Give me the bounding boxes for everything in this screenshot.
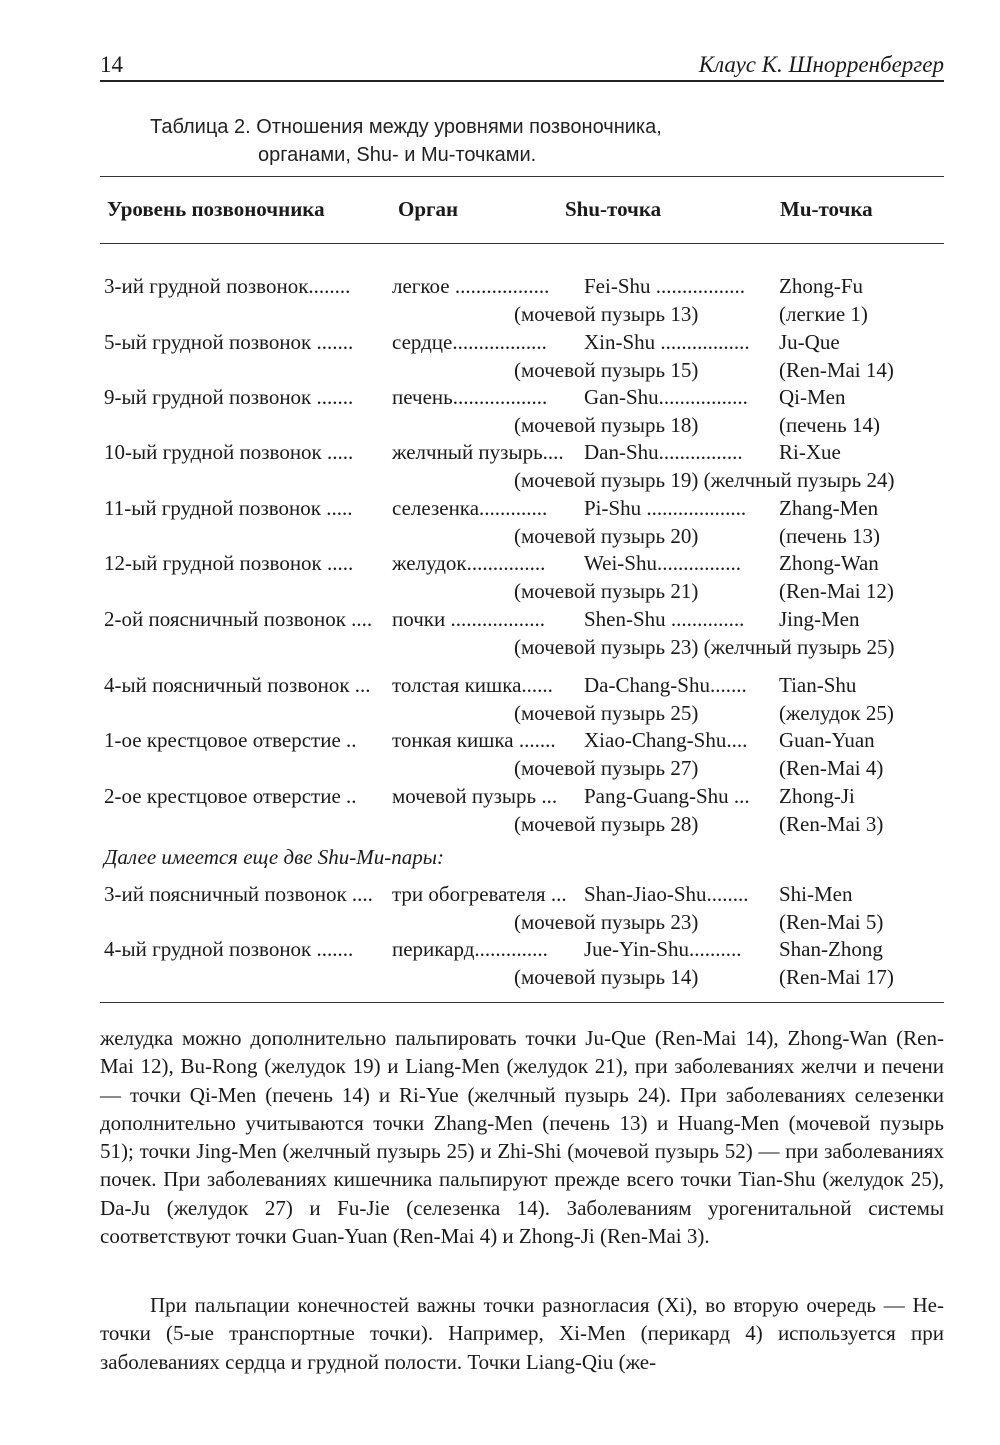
table-row — [104, 605, 944, 661]
cell-level: 12-ый грудной позвонок ..... — [104, 551, 354, 575]
header-mu: Mu-точка — [780, 197, 873, 221]
cell-shu-ref: (мочевой пузырь 14) — [514, 965, 699, 989]
cell-shu: Pi-Shu ................... — [584, 496, 747, 520]
cell-shu: Fei-Shu ................. — [584, 274, 746, 298]
cell-shu: Jue-Yin-Shu.......... — [584, 937, 742, 961]
table-header-rule — [100, 243, 944, 244]
cell-organ: желчный пузырь.... — [392, 440, 564, 464]
table-row — [104, 549, 944, 605]
cell-mu-ref: (легкие 1) — [779, 302, 868, 326]
table-row — [104, 383, 944, 439]
cell-shu: Xin-Shu ................. — [584, 330, 750, 354]
table-row — [104, 328, 944, 384]
cell-organ: печень.................. — [392, 385, 548, 409]
cell-shu-ref: (мочевой пузырь 13) — [514, 302, 699, 326]
body-paragraph-2: При пальпации конечностей важны точки разногласия (Xi), во вторую очередь — He-точки (5-ые транспортные точки). Например, Xi-Men (перикард 4) используется при заболеваниях сердца и грудной полости. Точки Liang-Qiu (же- — [100, 1293, 944, 1374]
table-top-rule — [100, 176, 944, 177]
cell-mu-ref: (желудок 25) — [779, 701, 894, 725]
cell-shu-ref: (мочевой пузырь 23) — [514, 910, 699, 934]
cell-level: 2-ое крестцовое отверстие .. — [104, 784, 357, 808]
cell-shu: Xiao-Chang-Shu.... — [584, 728, 748, 752]
table-row — [104, 880, 944, 936]
cell-shu-ref: (мочевой пузырь 19) (желчный пузырь 24) — [514, 468, 895, 492]
cell-level: 11-ый грудной позвонок ..... — [104, 496, 353, 520]
cell-organ: тонкая кишка ....... — [392, 728, 556, 752]
cell-mu: Zhong-Fu — [779, 274, 863, 298]
table-row — [104, 935, 944, 991]
cell-mu: Ju-Que — [779, 330, 840, 354]
table-bottom-rule — [100, 1002, 944, 1003]
cell-level: 9-ый грудной позвонок ....... — [104, 385, 354, 409]
table-row — [104, 782, 944, 838]
cell-mu: Qi-Men — [779, 385, 846, 409]
cell-mu: Jing-Men — [779, 607, 860, 631]
cell-shu-ref: (мочевой пузырь 20) — [514, 524, 699, 548]
cell-organ: селезенка............. — [392, 496, 548, 520]
cell-mu-ref: (Ren-Mai 12) — [779, 579, 894, 603]
cell-organ: толстая кишка...... — [392, 673, 553, 697]
page-number: 14 — [100, 52, 123, 77]
cell-shu-ref: (мочевой пузырь 27) — [514, 756, 699, 780]
cell-mu: Guan-Yuan — [779, 728, 875, 752]
header-organ: Орган — [398, 197, 459, 221]
table-caption — [150, 113, 662, 169]
header-shu: Shu-точка — [565, 197, 662, 221]
header-level: Уровень позвоночника — [107, 197, 325, 221]
caption-line-1: Таблица 2. Отношения между уровнями позвоночника, — [150, 116, 662, 138]
body-paragraph-1: желудка можно дополнительно пальпировать точки Ju-Que (Ren-Mai 14), Zhong-Wan (Ren-Mai 12), Bu-Rong (желудок 19) и Liang-Men (желудок 21), при заболеваниях желчи и печени — точки Qi-Men (печень 14) и Ri-Yue (желчный пузырь 24). При заболеваниях селезенки дополнительно учитываются точки Zhang-Men (печень 13) и Huang-Men (мочевой пузырь 51); точки Jing-Men (желчный пузырь 25) и Zhi-Shi (мочевой пузырь 52) — при заболеваниях почек. При заболеваниях кишечника пальпируют прежде всего точки Tian-Shu (желудок 25), Da-Ju (желудок 27) и Fu-Jie (селезенка 14). Заболеваниям урогенитальной системы соответствуют точки Guan-Yuan (Ren-Mai 4) и Zhong-Ji (Ren-Mai 3). — [100, 1026, 944, 1249]
cell-level: 5-ый грудной позвонок ....... — [104, 330, 354, 354]
cell-organ: три обогревателя ... — [392, 882, 567, 906]
cell-shu: Shen-Shu .............. — [584, 607, 745, 631]
cell-shu: Shan-Jiao-Shu........ — [584, 882, 749, 906]
cell-organ: почки .................. — [392, 607, 545, 631]
cell-mu-ref: (Ren-Mai 5) — [779, 910, 884, 934]
cell-level: 2-ой поясничный позвонок .... — [104, 607, 373, 631]
cell-organ: желудок............... — [392, 551, 546, 575]
cell-shu-ref: (мочевой пузырь 21) — [514, 579, 699, 603]
cell-level: 10-ый грудной позвонок ..... — [104, 440, 354, 464]
table-row — [104, 438, 944, 494]
table-row — [104, 494, 944, 550]
cell-shu: Gan-Shu................. — [584, 385, 748, 409]
cell-mu: Shan-Zhong — [779, 937, 883, 961]
cell-organ: мочевой пузырь ... — [392, 784, 558, 808]
cell-shu: Da-Chang-Shu....... — [584, 673, 747, 697]
cell-level: 3-ий поясничный позвонок .... — [104, 882, 373, 906]
cell-shu-ref: (мочевой пузырь 23) (желчный пузырь 25) — [514, 635, 895, 659]
cell-mu-ref: (Ren-Mai 17) — [779, 965, 894, 989]
cell-mu: Ri-Xue — [779, 440, 841, 464]
cell-mu-ref: (Ren-Mai 4) — [779, 756, 884, 780]
cell-mu: Tian-Shu — [779, 673, 857, 697]
cell-level: 1-ое крестцовое отверстие .. — [104, 728, 357, 752]
cell-mu-ref: (Ren-Mai 14) — [779, 358, 894, 382]
cell-mu: Zhong-Wan — [779, 551, 879, 575]
cell-mu: Shi-Men — [779, 882, 853, 906]
table-row — [104, 272, 944, 328]
header-rule — [100, 80, 944, 82]
cell-shu-ref: (мочевой пузырь 28) — [514, 812, 699, 836]
table-row — [104, 726, 944, 782]
cell-mu: Zhong-Ji — [779, 784, 855, 808]
cell-shu: Wei-Shu................ — [584, 551, 741, 575]
cell-organ: перикард.............. — [392, 937, 548, 961]
cell-organ: легкое .................. — [392, 274, 550, 298]
cell-mu: Zhang-Men — [779, 496, 879, 520]
caption-line-2: органами, Shu- и Mu-точками. — [258, 144, 537, 166]
cell-shu: Dan-Shu................ — [584, 440, 743, 464]
cell-shu: Pang-Guang-Shu ... — [584, 784, 750, 808]
running-head: Клаус К. Шнорренбергер — [698, 52, 944, 77]
cell-level: 4-ый поясничный позвонок ... — [104, 673, 371, 697]
cell-level: 4-ый грудной позвонок ....... — [104, 937, 354, 961]
cell-mu-ref: (печень 14) — [779, 413, 880, 437]
cell-mu-ref: (Ren-Mai 3) — [779, 812, 884, 836]
cell-mu-ref: (печень 13) — [779, 524, 880, 548]
cell-shu-ref: (мочевой пузырь 18) — [514, 413, 699, 437]
cell-shu-ref: (мочевой пузырь 15) — [514, 358, 699, 382]
table-row — [104, 671, 944, 727]
cell-level: 3-ий грудной позвонок........ — [104, 274, 351, 298]
cell-organ: сердце.................. — [392, 330, 547, 354]
cell-shu-ref: (мочевой пузырь 25) — [514, 701, 699, 725]
table-note: Далее имеется еще две Shu-Mu-пары: — [104, 845, 444, 869]
